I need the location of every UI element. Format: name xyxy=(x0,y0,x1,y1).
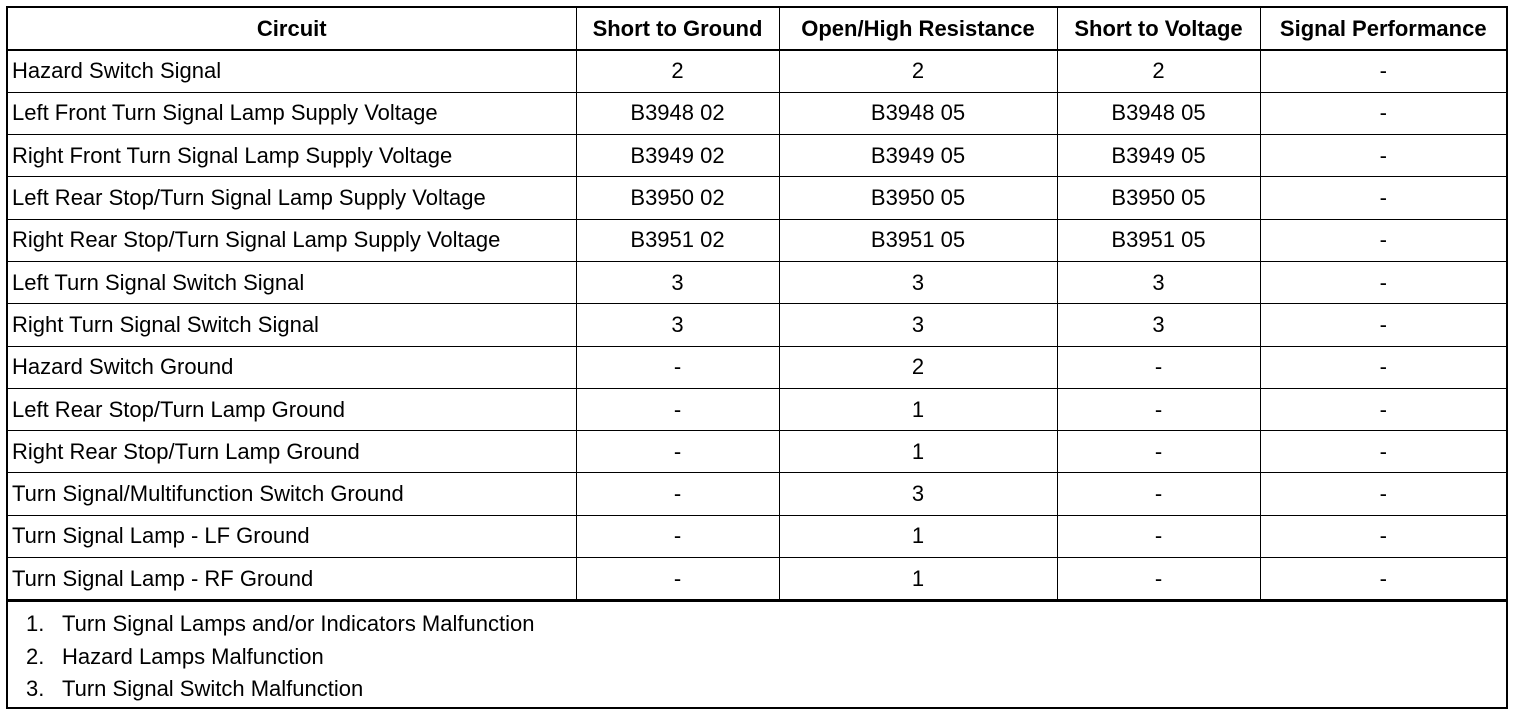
open-high-resistance-cell: 1 xyxy=(779,388,1057,430)
table-row xyxy=(8,135,1506,177)
short-to-voltage-cell: - xyxy=(1057,473,1260,515)
short-to-ground-cell: - xyxy=(576,473,779,515)
short-to-voltage-cell: 2 xyxy=(1057,50,1260,92)
circuit-cell: Left Front Turn Signal Lamp Supply Voltage xyxy=(8,92,576,134)
short-to-ground-cell: - xyxy=(576,346,779,388)
signal-performance-cell: - xyxy=(1260,473,1506,515)
short-to-ground-cell: 2 xyxy=(576,50,779,92)
short-to-ground-cell: - xyxy=(576,558,779,600)
short-to-voltage-cell: B3948 05 xyxy=(1057,92,1260,134)
short-to-voltage-cell: - xyxy=(1057,346,1260,388)
circuit-cell: Right Front Turn Signal Lamp Supply Voltage xyxy=(8,135,576,177)
table-row xyxy=(8,304,1506,346)
short-to-voltage-cell: 3 xyxy=(1057,261,1260,303)
short-to-ground-cell: B3948 02 xyxy=(576,92,779,134)
circuit-cell: Right Rear Stop/Turn Lamp Ground xyxy=(8,431,576,473)
short-to-voltage-cell: - xyxy=(1057,388,1260,430)
short-to-ground-cell: B3951 02 xyxy=(576,219,779,261)
signal-performance-cell: - xyxy=(1260,135,1506,177)
signal-performance-cell: - xyxy=(1260,431,1506,473)
short-to-ground-cell: - xyxy=(576,515,779,557)
open-high-resistance-cell: B3950 05 xyxy=(779,177,1057,219)
open-high-resistance-cell: 3 xyxy=(779,261,1057,303)
table-row xyxy=(8,92,1506,134)
short-to-ground-cell: B3950 02 xyxy=(576,177,779,219)
footnote-item xyxy=(26,673,1506,706)
short-to-voltage-cell: - xyxy=(1057,515,1260,557)
open-high-resistance-cell: 1 xyxy=(779,431,1057,473)
circuit-cell: Turn Signal Lamp - RF Ground xyxy=(8,558,576,600)
short-to-ground-cell: - xyxy=(576,431,779,473)
circuit-cell: Hazard Switch Signal xyxy=(8,50,576,92)
footnote-text: Turn Signal Lamps and/or Indicators Malfunction xyxy=(62,611,535,637)
signal-performance-cell: - xyxy=(1260,388,1506,430)
table-row xyxy=(8,50,1506,92)
circuit-cell: Left Rear Stop/Turn Lamp Ground xyxy=(8,388,576,430)
signal-performance-cell: - xyxy=(1260,92,1506,134)
short-to-voltage-cell: B3950 05 xyxy=(1057,177,1260,219)
table-row xyxy=(8,515,1506,557)
footnotes xyxy=(8,600,1506,706)
circuit-cell: Left Rear Stop/Turn Signal Lamp Supply Voltage xyxy=(8,177,576,219)
signal-performance-cell: - xyxy=(1260,177,1506,219)
signal-performance-cell: - xyxy=(1260,558,1506,600)
footnote-number: 1. xyxy=(26,611,45,637)
open-high-resistance-cell: 2 xyxy=(779,50,1057,92)
circuit-cell: Turn Signal Lamp - LF Ground xyxy=(8,515,576,557)
header-short-to-ground: Short to Ground xyxy=(576,8,779,50)
dtc-table xyxy=(8,8,1506,600)
diagnostic-table-frame xyxy=(6,6,1508,709)
table-row xyxy=(8,431,1506,473)
table-row xyxy=(8,346,1506,388)
header-row xyxy=(8,8,1506,50)
signal-performance-cell: - xyxy=(1260,219,1506,261)
open-high-resistance-cell: B3948 05 xyxy=(779,92,1057,134)
circuit-cell: Turn Signal/Multifunction Switch Ground xyxy=(8,473,576,515)
open-high-resistance-cell: 1 xyxy=(779,558,1057,600)
circuit-cell: Right Rear Stop/Turn Signal Lamp Supply Voltage xyxy=(8,219,576,261)
open-high-resistance-cell: 3 xyxy=(779,304,1057,346)
short-to-ground-cell: 3 xyxy=(576,261,779,303)
short-to-voltage-cell: B3949 05 xyxy=(1057,135,1260,177)
open-high-resistance-cell: 3 xyxy=(779,473,1057,515)
open-high-resistance-cell: 1 xyxy=(779,515,1057,557)
table-row xyxy=(8,177,1506,219)
header-open-high-resistance: Open/High Resistance xyxy=(779,8,1057,50)
short-to-voltage-cell: - xyxy=(1057,431,1260,473)
short-to-voltage-cell: 3 xyxy=(1057,304,1260,346)
open-high-resistance-cell: 2 xyxy=(779,346,1057,388)
signal-performance-cell: - xyxy=(1260,346,1506,388)
footnote-text: Turn Signal Switch Malfunction xyxy=(62,676,364,702)
table-row xyxy=(8,261,1506,303)
circuit-cell: Left Turn Signal Switch Signal xyxy=(8,261,576,303)
footnote-item xyxy=(26,608,1506,641)
footnote-text: Hazard Lamps Malfunction xyxy=(62,643,324,669)
table-row xyxy=(8,388,1506,430)
signal-performance-cell: - xyxy=(1260,304,1506,346)
short-to-voltage-cell: B3951 05 xyxy=(1057,219,1260,261)
header-short-to-voltage: Short to Voltage xyxy=(1057,8,1260,50)
signal-performance-cell: - xyxy=(1260,261,1506,303)
signal-performance-cell: - xyxy=(1260,515,1506,557)
short-to-ground-cell: B3949 02 xyxy=(576,135,779,177)
short-to-ground-cell: - xyxy=(576,388,779,430)
footnote-number: 2. xyxy=(26,643,45,669)
signal-performance-cell: - xyxy=(1260,50,1506,92)
circuit-cell: Right Turn Signal Switch Signal xyxy=(8,304,576,346)
header-circuit: Circuit xyxy=(8,8,576,50)
short-to-ground-cell: 3 xyxy=(576,304,779,346)
table-row xyxy=(8,219,1506,261)
footnote-item xyxy=(26,641,1506,674)
header-signal-performance: Signal Performance xyxy=(1260,8,1506,50)
table-row xyxy=(8,473,1506,515)
footnote-number: 3. xyxy=(26,676,45,702)
circuit-cell: Hazard Switch Ground xyxy=(8,346,576,388)
open-high-resistance-cell: B3951 05 xyxy=(779,219,1057,261)
short-to-voltage-cell: - xyxy=(1057,558,1260,600)
open-high-resistance-cell: B3949 05 xyxy=(779,135,1057,177)
table-row xyxy=(8,558,1506,600)
